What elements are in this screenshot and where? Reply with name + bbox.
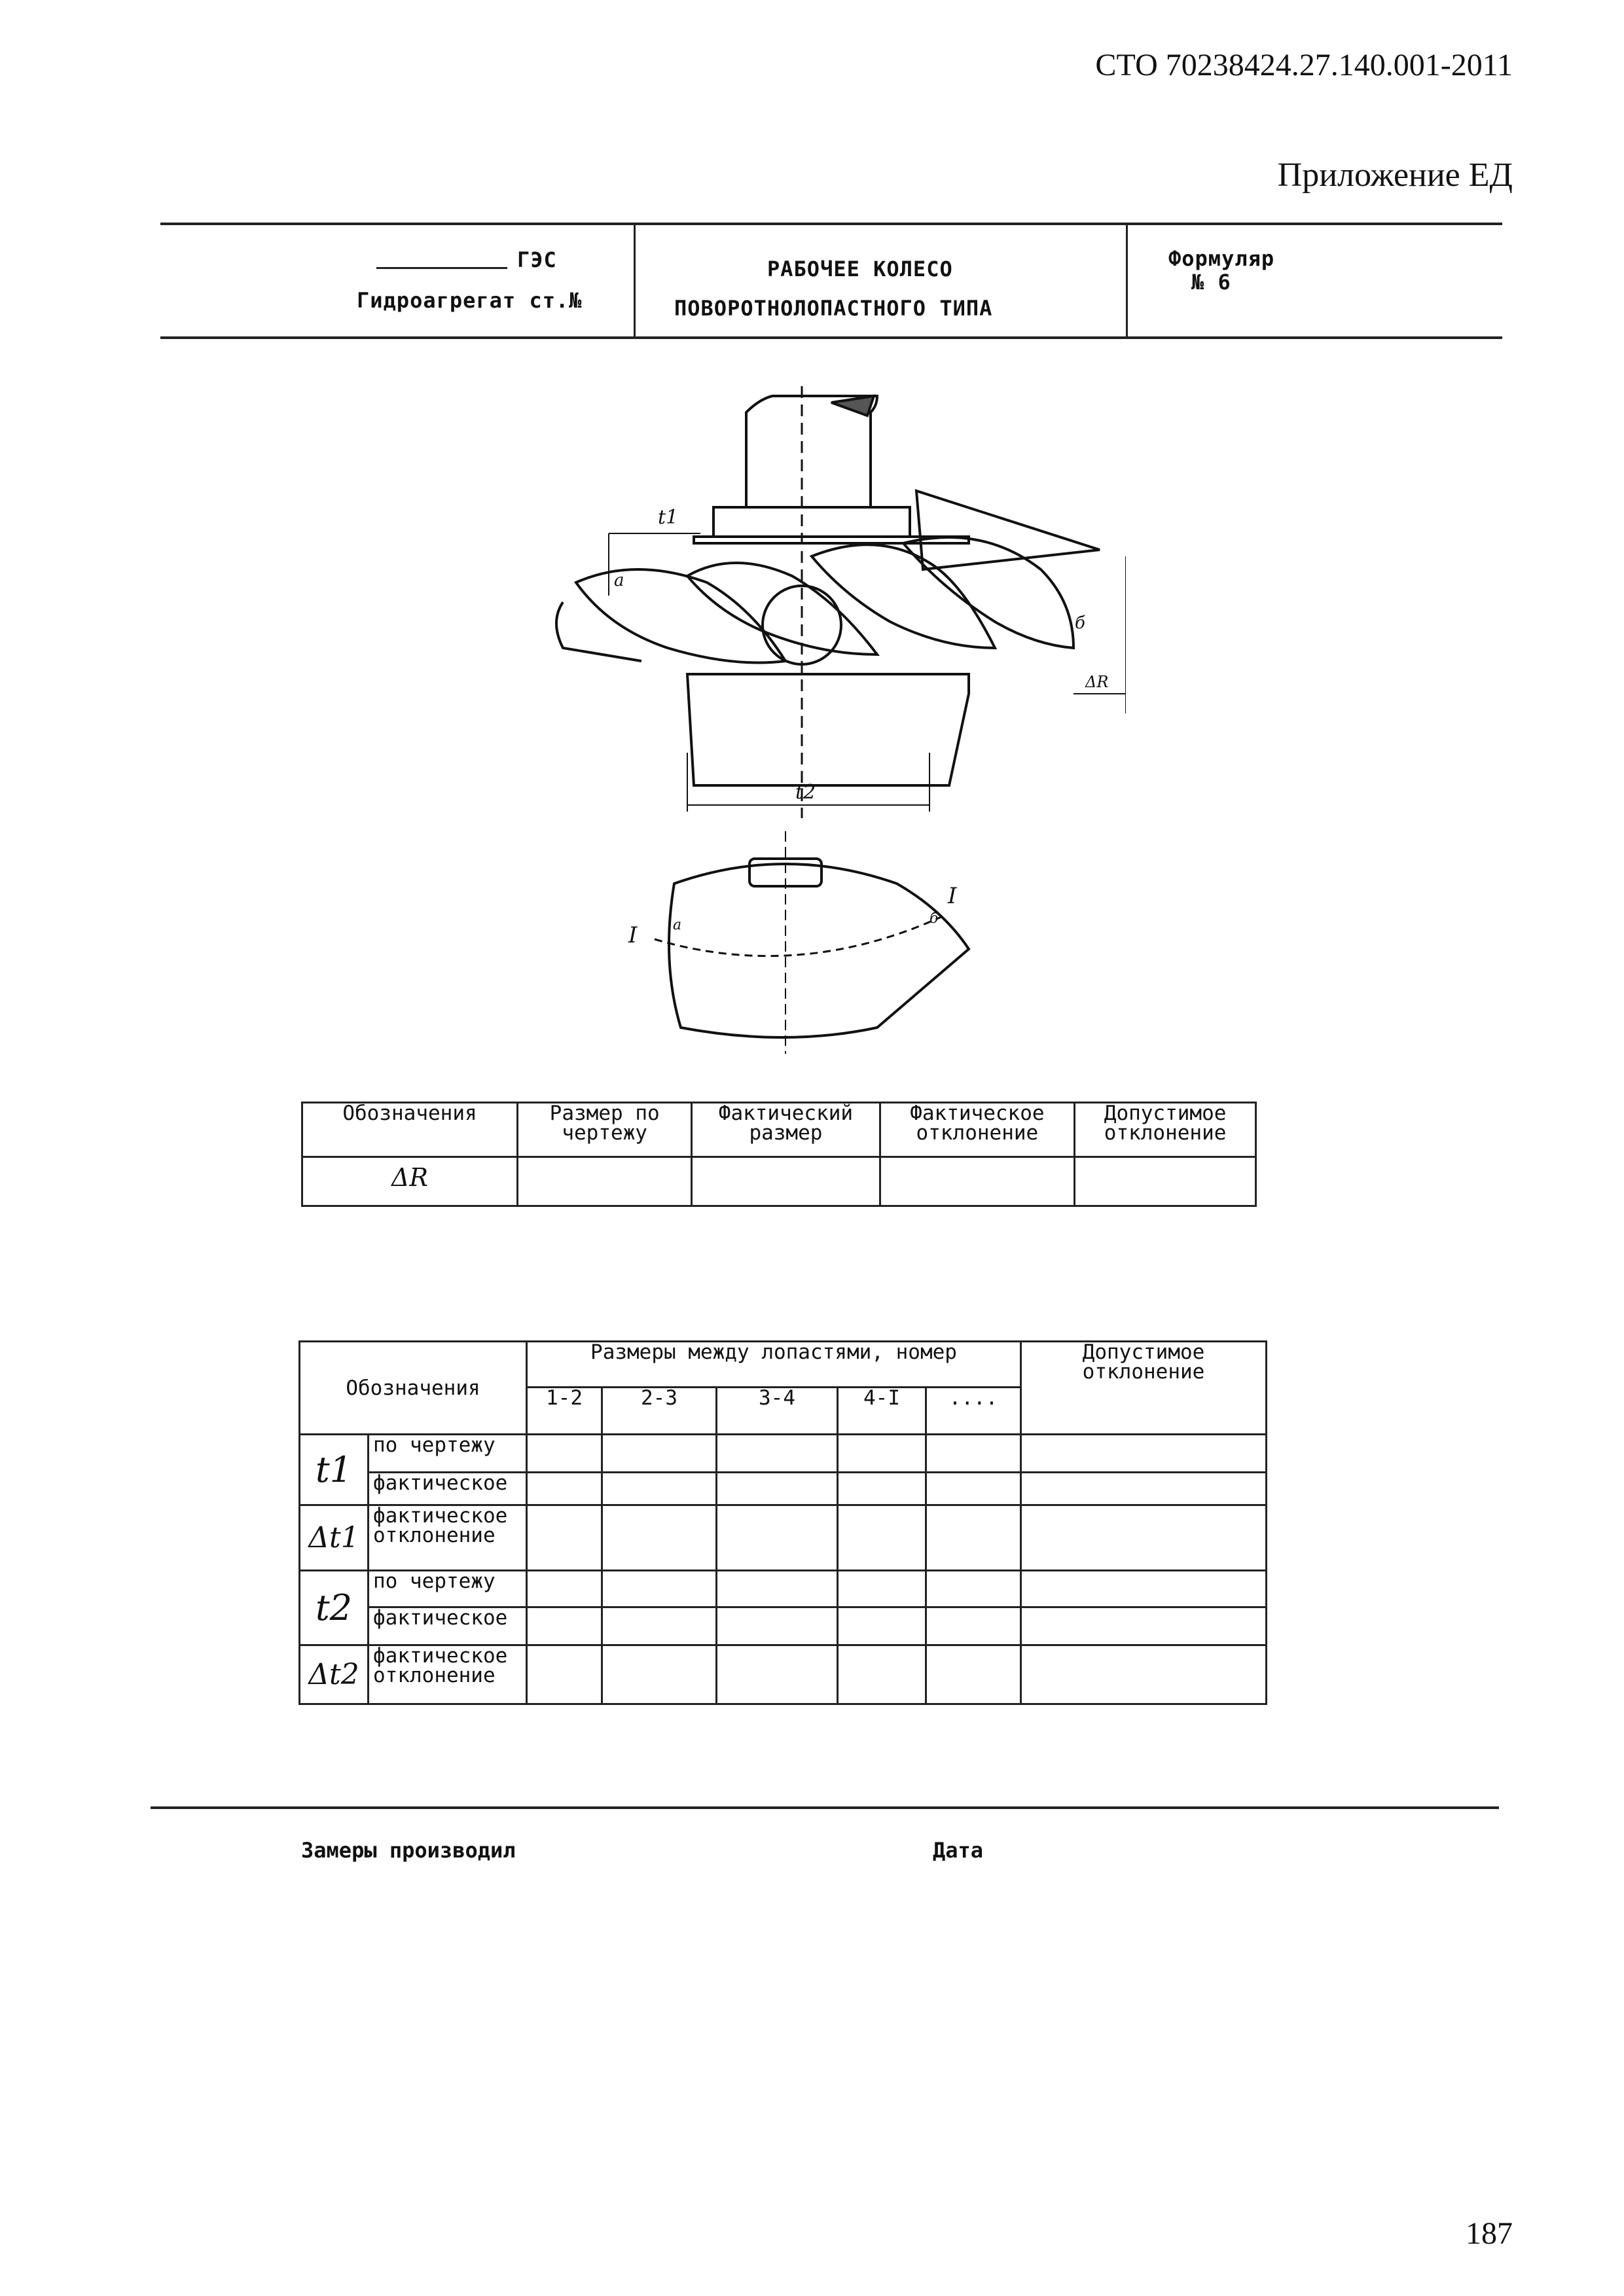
t2-cell[interactable] — [838, 1607, 926, 1645]
t2-label-t2-actual: фактическое — [369, 1607, 527, 1645]
page-number: 187 — [1466, 2216, 1513, 2251]
t2-col-1-2: 1-2 — [527, 1388, 602, 1435]
t1-header-designation: Обозначения — [302, 1103, 518, 1157]
blade-spacing-table — [298, 1340, 1267, 1705]
t1-header-allowed-deviation: Допустимое отклонение — [1075, 1103, 1256, 1157]
t2-cell[interactable] — [602, 1505, 717, 1571]
t2-header-designation: Обозначения — [300, 1342, 527, 1435]
delta-r-dimension-label: ΔR — [1085, 673, 1109, 691]
t2-cell[interactable] — [527, 1473, 602, 1505]
t1-dimension-label: t1 — [658, 506, 679, 529]
station-name-blank — [376, 267, 507, 269]
appendix-label: Приложение ЕД — [1277, 156, 1513, 194]
t2-cell[interactable] — [717, 1645, 838, 1704]
t2-symbol-dt2: Δt2 — [300, 1645, 369, 1704]
t2-cell[interactable] — [926, 1607, 1021, 1645]
document-code: СТО 70238424.27.140.001-2011 — [1095, 48, 1513, 82]
t2-label-dt1: фактическое отклонение — [369, 1505, 527, 1571]
upper-blade-right — [916, 491, 1100, 569]
blade-2 — [687, 563, 877, 655]
title-block-divider-1 — [634, 224, 636, 338]
section-mark-right: I — [948, 883, 957, 909]
t2-cell[interactable] — [1021, 1473, 1267, 1505]
point-b-plan-label: б — [929, 910, 939, 927]
t2-cell[interactable] — [926, 1645, 1021, 1704]
measured-by-label: Замеры производил — [301, 1838, 516, 1863]
t2-cell[interactable] — [1021, 1645, 1267, 1704]
t2-cell[interactable] — [717, 1473, 838, 1505]
t1-header-actual-deviation: Фактическое отклонение — [880, 1103, 1075, 1157]
t2-header-tolerance: Допустимое отклонение — [1021, 1342, 1267, 1435]
t2-cell[interactable] — [838, 1645, 926, 1704]
t2-cell[interactable] — [1021, 1505, 1267, 1571]
section-arc — [655, 916, 943, 956]
title-block-bottom-line — [160, 336, 1502, 339]
point-a-label: а — [614, 571, 624, 590]
t2-cell[interactable] — [602, 1645, 717, 1704]
t2-cell[interactable] — [926, 1473, 1021, 1505]
t2-cell[interactable] — [838, 1505, 926, 1571]
title-line-2: ПОВОРОТНОЛОПАСТНОГО ТИПА — [674, 296, 993, 321]
runner-section-drawing — [537, 386, 1126, 818]
footer-line — [151, 1806, 1499, 1809]
point-a-plan-label: а — [673, 917, 682, 933]
t2-label-dt2: фактическое отклонение — [369, 1645, 527, 1704]
form-number: № 6 — [1191, 270, 1231, 295]
delta-r-table — [301, 1102, 1257, 1207]
hub-flange — [713, 507, 910, 537]
t2-cell[interactable] — [1021, 1435, 1267, 1473]
t2-cell[interactable] — [926, 1505, 1021, 1571]
blade-outline — [669, 864, 969, 1037]
blade-1 — [576, 569, 785, 663]
t1-header-drawing-size: Размер по чертежу — [518, 1103, 692, 1157]
title-block-top-line — [160, 223, 1502, 225]
t2-symbol-t2: t2 — [300, 1571, 369, 1645]
t2-cell[interactable] — [527, 1645, 602, 1704]
t2-label-t2-drawing: по чертежу — [369, 1571, 527, 1607]
t1-cell-actual-size[interactable] — [692, 1157, 880, 1206]
t2-cell[interactable] — [602, 1571, 717, 1607]
t2-cell[interactable] — [926, 1571, 1021, 1607]
t2-col-3-4: 3-4 — [717, 1388, 838, 1435]
t2-cell[interactable] — [527, 1435, 602, 1473]
t1-header-actual-size: Фактический размер — [692, 1103, 880, 1157]
blade-4 — [903, 537, 1074, 648]
t2-cell[interactable] — [717, 1435, 838, 1473]
form-label: Формуляр — [1168, 246, 1275, 271]
t1-cell-drawing-size[interactable] — [518, 1157, 692, 1206]
t2-symbol-t1: t1 — [300, 1435, 369, 1505]
t1-cell-actual-deviation[interactable] — [880, 1157, 1075, 1206]
t2-cell[interactable] — [527, 1607, 602, 1645]
t2-cell[interactable] — [838, 1473, 926, 1505]
t2-cell[interactable] — [602, 1607, 717, 1645]
date-label: Дата — [933, 1838, 984, 1863]
title-line-1: РАБОЧЕЕ КОЛЕСО — [767, 257, 953, 281]
t2-cell[interactable] — [838, 1571, 926, 1607]
unit-label: Гидроагрегат ст.№ — [357, 288, 583, 313]
station-label: ГЭС — [517, 247, 557, 272]
lower-hub-cone — [687, 674, 969, 785]
t2-cell[interactable] — [717, 1607, 838, 1645]
point-b-label: б — [1075, 613, 1085, 633]
t2-cell[interactable] — [527, 1505, 602, 1571]
t2-cell[interactable] — [1021, 1607, 1267, 1645]
t1-cell-allowed-deviation[interactable] — [1075, 1157, 1256, 1206]
t1-row-symbol: ΔR — [302, 1157, 518, 1206]
t2-col-4-1: 4-I — [838, 1388, 926, 1435]
t2-symbol-dt1: Δt1 — [300, 1505, 369, 1571]
shaft-hatch — [831, 396, 874, 416]
t2-header-between-blades: Размеры между лопастями, номер — [527, 1342, 1021, 1388]
t2-cell[interactable] — [717, 1505, 838, 1571]
t2-dimension-label: t2 — [795, 781, 816, 804]
t2-cell[interactable] — [926, 1435, 1021, 1473]
t2-cell[interactable] — [527, 1571, 602, 1607]
t2-col-2-3: 2-3 — [602, 1388, 717, 1435]
t2-label-t1-actual: фактическое — [369, 1473, 527, 1505]
t2-cell[interactable] — [1021, 1571, 1267, 1607]
title-block-divider-2 — [1126, 224, 1128, 338]
t2-cell[interactable] — [602, 1435, 717, 1473]
t2-cell[interactable] — [717, 1571, 838, 1607]
t2-cell[interactable] — [838, 1435, 926, 1473]
t2-label-t1-drawing: по чертежу — [369, 1435, 527, 1473]
t2-col-more: .... — [926, 1388, 1021, 1435]
t2-cell[interactable] — [602, 1473, 717, 1505]
section-mark-left: I — [628, 922, 638, 948]
blade-plan-drawing — [589, 831, 1008, 1054]
